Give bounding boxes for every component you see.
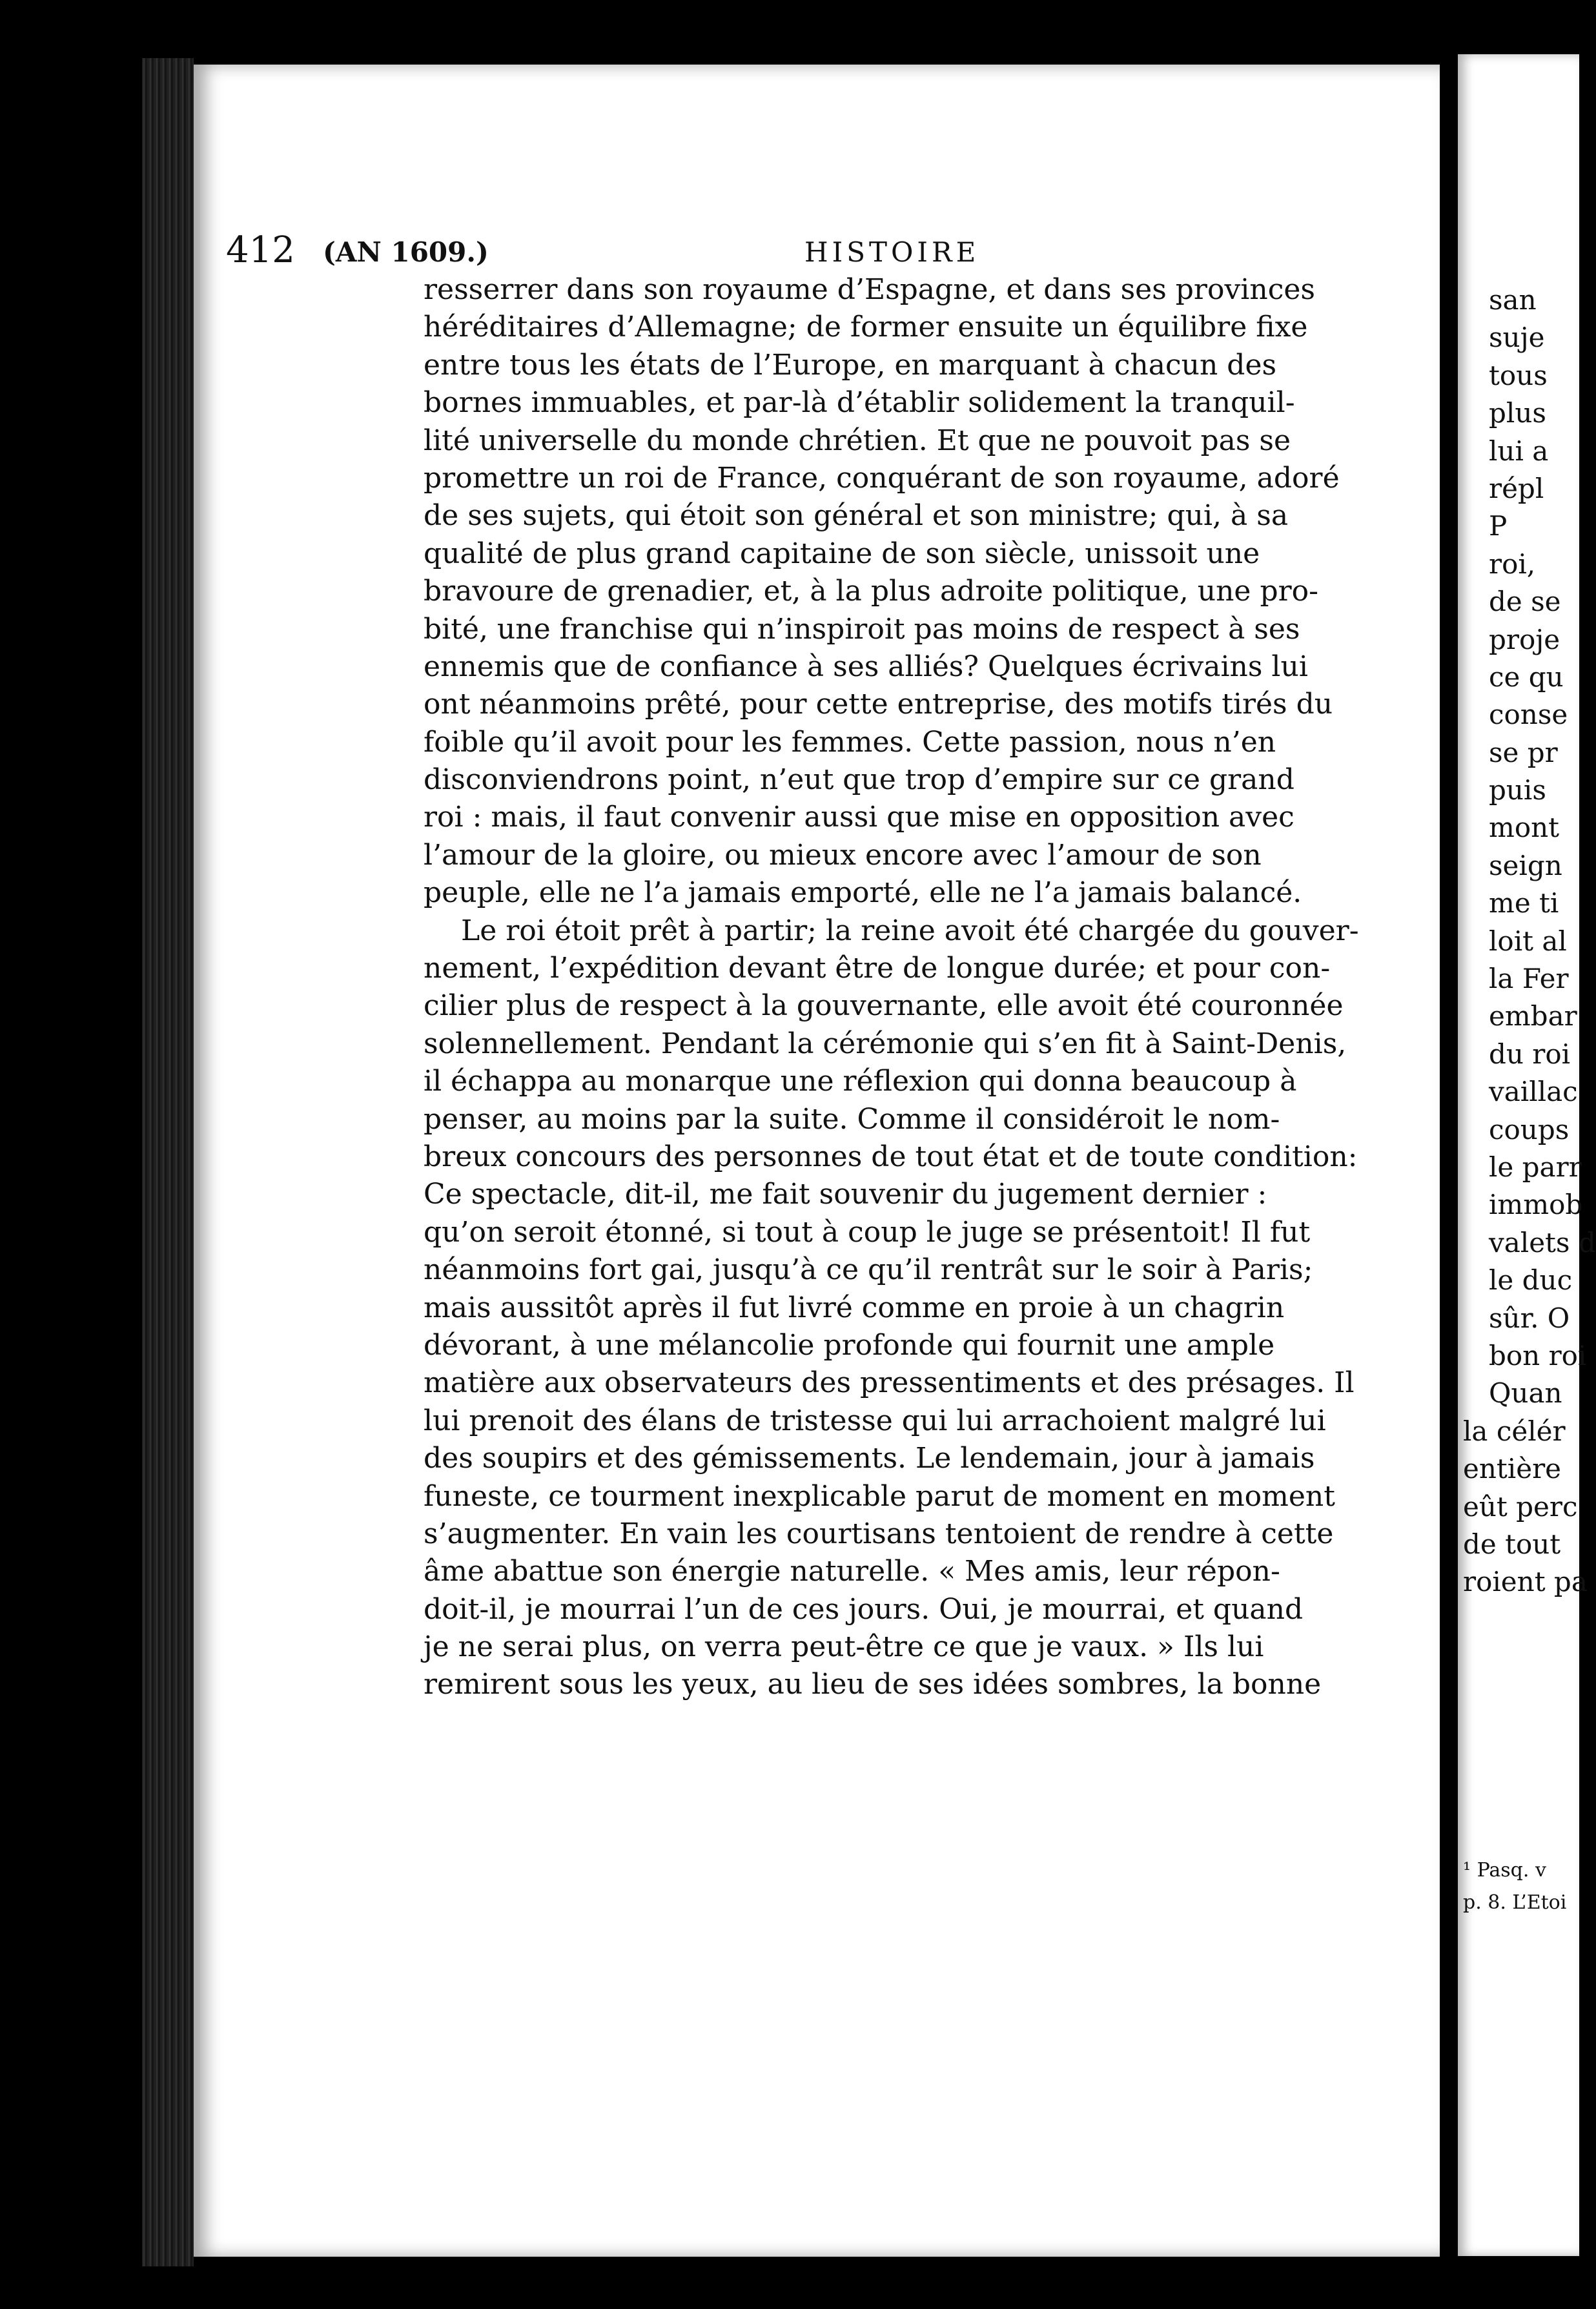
right-page-text-fragments xyxy=(1463,282,1596,1914)
text-line: lité universelle du monde chrétien. Et que ne pouvoit pas se xyxy=(424,424,1291,457)
text-line: je ne serai plus, on verra peut-être ce que je vaux. » Ils lui xyxy=(424,1630,1264,1664)
text-line: entre tous les états de l’Europe, en marquant à chacun des xyxy=(424,348,1277,382)
text-line: cilier plus de respect à la gouvernante, elle avoit été couronnée xyxy=(424,989,1344,1023)
right-text-fragment: la Fer xyxy=(1489,963,1569,995)
text-line: peuple, elle ne l’a jamais emporté, elle ne l’a jamais balancé. xyxy=(424,876,1302,910)
right-text-fragment: tous xyxy=(1489,359,1548,391)
text-line: l’amour de la gloire, ou mieux encore avec l’amour de son xyxy=(424,838,1262,872)
text-line: de ses sujets, qui étoit son général et son ministre; qui, à sa xyxy=(424,499,1289,533)
right-text-fragment: Quan xyxy=(1489,1377,1562,1410)
text-line: dévorant, à une mélancolie profonde qui fournit une ample xyxy=(424,1328,1275,1362)
book-title: HISTOIRE xyxy=(804,236,980,268)
right-text-fragment: eût perc xyxy=(1463,1490,1578,1523)
text-line: ont néanmoins prêté, pour cette entreprise, des motifs tirés du xyxy=(424,688,1333,721)
right-text-fragment: le duc xyxy=(1489,1264,1573,1297)
right-text-fragment: embar xyxy=(1489,1000,1577,1032)
text-line: des soupirs et des gémissements. Le lendemain, jour à jamais xyxy=(424,1442,1315,1475)
text-line: âme abattue son énergie naturelle. « Mes amis, leur répon- xyxy=(424,1555,1280,1588)
text-line: s’augmenter. En vain les courtisans tentoient de rendre à cette xyxy=(424,1517,1334,1550)
right-text-fragment: répl xyxy=(1489,472,1544,504)
text-line: doit-il, je mourrai l’un de ces jours. Oui, je mourrai, et quand xyxy=(424,1592,1304,1626)
right-text-fragment: suje xyxy=(1489,322,1545,354)
text-line: lui prenoit des élans de tristesse qui lui arrachoient malgré lui xyxy=(424,1404,1326,1437)
right-text-fragment: immob xyxy=(1489,1189,1583,1221)
text-line: ennemis que de confiance à ses alliés? Quelques écrivains lui xyxy=(424,650,1308,683)
right-text-fragment: du roi xyxy=(1489,1038,1571,1070)
right-text-fragment: seign xyxy=(1489,849,1562,881)
text-line: qualité de plus grand capitaine de son siècle, unissoit une xyxy=(424,537,1260,570)
right-text-fragment: coups xyxy=(1489,1113,1570,1145)
right-text-fragment: valets d xyxy=(1489,1226,1596,1258)
text-line: foible qu’il avoit pour les femmes. Cette passion, nous n’en xyxy=(424,725,1276,759)
right-text-fragment: conse xyxy=(1489,699,1568,731)
year-note: (AN 1609.) xyxy=(323,236,489,268)
right-text-fragment: roi, xyxy=(1489,548,1536,580)
right-text-fragment: plus xyxy=(1489,397,1546,429)
text-line: resserrer dans son royaume d’Espagne, et dans ses provinces xyxy=(424,273,1315,306)
text-line: Ce spectacle, dit-il, me fait souvenir du jugement dernier : xyxy=(424,1178,1267,1211)
right-text-fragment: lui a xyxy=(1489,435,1549,467)
right-text-fragment: de tout xyxy=(1463,1528,1561,1560)
text-line: bornes immuables, et par-là d’établir solidement la tranquil- xyxy=(424,386,1295,420)
right-text-fragment: le parr xyxy=(1489,1151,1582,1183)
right-text-fragment: ce qu xyxy=(1489,661,1564,693)
right-page xyxy=(1458,54,1596,2256)
right-text-fragment: entière xyxy=(1463,1453,1562,1485)
text-line: nement, l’expédition devant être de longue durée; et pour con- xyxy=(424,952,1331,985)
page-number: 412 xyxy=(226,229,295,271)
text-line: Le roi étoit prêt à partir; la reine avoit été chargée du gouver- xyxy=(461,914,1359,947)
right-text-fragment: P xyxy=(1489,510,1508,542)
right-text-fragment: puis xyxy=(1489,774,1546,806)
body-text xyxy=(424,271,1379,1704)
text-line: il échappa au monarque une réflexion qui donna beaucoup à xyxy=(424,1065,1297,1098)
text-line: néanmoins fort gai, jusqu’à ce qu’il rentrât sur le soir à Paris; xyxy=(424,1253,1313,1287)
text-line: remirent sous les yeux, au lieu de ses idées sombres, la bonne xyxy=(424,1668,1322,1701)
text-line: mais aussitôt après il fut livré comme en proie à un chagrin xyxy=(424,1291,1285,1324)
text-line: disconviendrons point, n’eut que trop d’empire sur ce grand xyxy=(424,763,1294,797)
footnote-fragment: ¹ Pasq. v xyxy=(1463,1859,1546,1882)
text-line: matière aux observateurs des pressentiments et des présages. Il xyxy=(424,1366,1355,1400)
right-text-fragment: bon roi xyxy=(1489,1339,1587,1371)
text-line: penser, au moins par la suite. Comme il considéroit le nom- xyxy=(424,1102,1280,1136)
right-text-fragment: me ti xyxy=(1489,887,1559,919)
right-text-fragment: roient pa xyxy=(1463,1566,1588,1598)
footnote-fragment: p. 8. L’Etoi xyxy=(1463,1891,1567,1914)
text-line: promettre un roi de France, conquérant de son royaume, adoré xyxy=(424,461,1340,495)
text-line: héréditaires d’Allemagne; de former ensuite un équilibre fixe xyxy=(424,311,1308,344)
text-line: solennellement. Pendant la cérémonie qui s’en fit à Saint-Denis, xyxy=(424,1027,1347,1060)
right-text-fragment: de se xyxy=(1489,586,1561,618)
right-text-fragment: sûr. O xyxy=(1489,1302,1570,1334)
text-line: bravoure de grenadier, et, à la plus adroite politique, une pro- xyxy=(424,575,1318,608)
text-line: breux concours des personnes de tout état et de toute condition: xyxy=(424,1140,1358,1173)
book-gutter xyxy=(1440,52,1458,2260)
right-text-fragment: loit al xyxy=(1489,925,1567,957)
text-line: funeste, ce tourment inexplicable parut de moment en moment xyxy=(424,1479,1335,1513)
right-page-footnotes xyxy=(1463,1854,1566,1919)
text-line: qu’on seroit étonné, si tout à coup le juge se présentoit! Il fut xyxy=(424,1215,1311,1249)
right-text-fragment: mont xyxy=(1489,812,1560,844)
text-line: bité, une franchise qui n’inspiroit pas moins de respect à ses xyxy=(424,612,1300,646)
page-edges xyxy=(142,58,194,2266)
right-text-fragment: la célér xyxy=(1463,1415,1566,1447)
right-text-fragment: se pr xyxy=(1489,736,1558,768)
right-text-fragment: san xyxy=(1489,284,1537,316)
right-text-fragment: vaillac xyxy=(1489,1076,1578,1108)
text-line: roi : mais, il faut convenir aussi que mise en opposition avec xyxy=(424,801,1294,834)
right-text-fragment: proje xyxy=(1489,623,1560,655)
